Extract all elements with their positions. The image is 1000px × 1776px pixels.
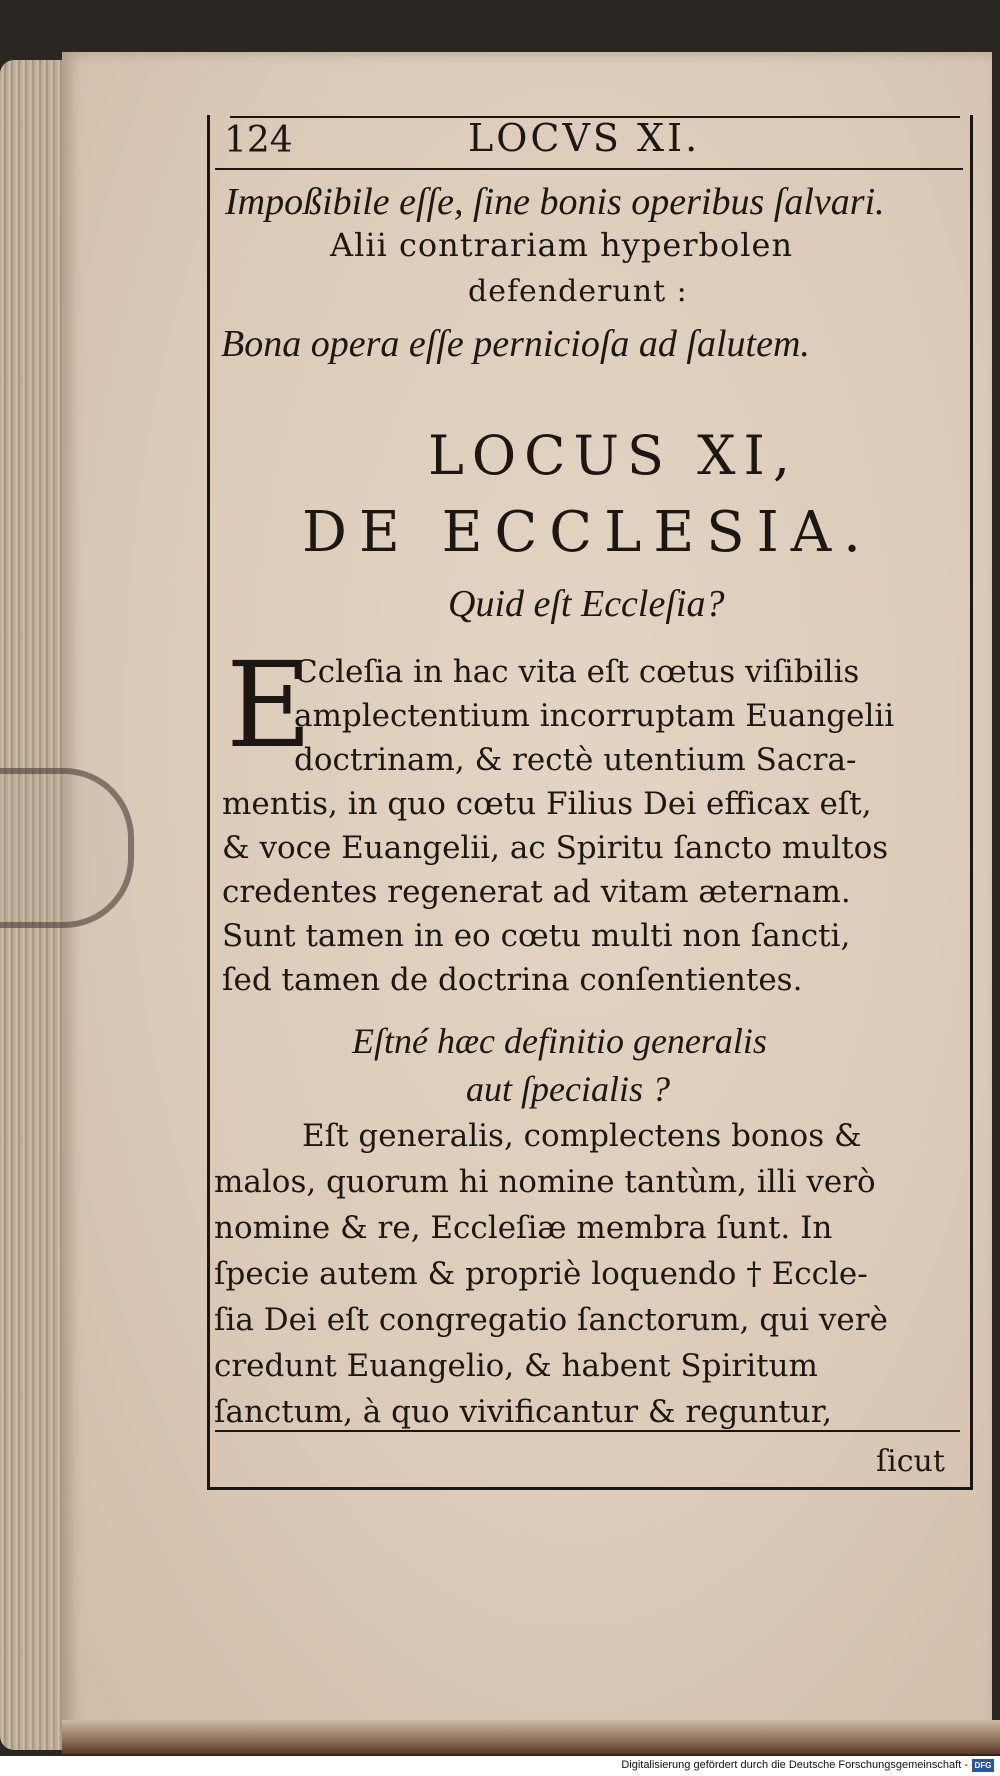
paragraph-line: ſpecie autem & propriè loquendo † Eccle- bbox=[214, 1256, 868, 1292]
paragraph-line: doctrinam, & rectè utentium Sacra- bbox=[294, 742, 857, 778]
paragraph-line: amplectentium incorruptam Euangelii bbox=[294, 698, 895, 734]
section-subtitle: DE ECCLESIA. bbox=[302, 500, 873, 565]
question-heading-line-2: aut ſpecialis ? bbox=[466, 1069, 670, 1109]
footer-credit: Digitalisierung gefördert durch die Deutsche Forschungsgemeinschaft - bbox=[621, 1759, 968, 1771]
paragraph-line: credunt Euangelio, & habent Spiritum bbox=[214, 1348, 818, 1384]
paragraph-line: mentis, in quo cœtu Filius Dei efficax eſt, bbox=[222, 786, 872, 822]
frame-bottom-rule bbox=[215, 1488, 967, 1490]
paragraph-line: & voce Euangelii, ac Spiritu ſancto multos bbox=[222, 830, 889, 866]
paragraph-line: credentes regenerat ad vitam æternam. bbox=[222, 874, 851, 910]
paragraph-line: ſanctum, à quo vivificantur & reguntur, bbox=[214, 1394, 832, 1430]
question-heading-line-1: Eſtné hæc definitio generalis bbox=[352, 1021, 767, 1061]
header-rule bbox=[215, 168, 963, 170]
page-number: 124 bbox=[224, 120, 293, 161]
intro-line-1: Impoßibile eſſe, ſine bonis operibus ſalvari. bbox=[225, 181, 885, 223]
book-bottom-edge bbox=[62, 1720, 1000, 1754]
drop-cap: E bbox=[226, 636, 313, 774]
intro-line-2: Alii contrariam hyperbolen bbox=[330, 226, 794, 264]
paragraph-line: malos, quorum hi nomine tantùm, illi verò bbox=[214, 1164, 876, 1200]
paragraph-line: Sunt tamen in eo cœtu multi non ſancti, bbox=[222, 918, 851, 954]
intro-line-3: defenderunt : bbox=[468, 274, 688, 309]
page-clip bbox=[0, 768, 134, 928]
paragraph-line: ſia Dei eſt congregatio ſanctorum, qui verè bbox=[214, 1302, 888, 1338]
paragraph-line: Eſt generalis, complectens bonos & bbox=[302, 1118, 862, 1154]
dfg-logo-icon: DFG bbox=[972, 1759, 994, 1772]
footer-rule bbox=[215, 1430, 960, 1432]
paragraph-line: ſed tamen de doctrina conſentientes. bbox=[222, 962, 803, 998]
paragraph-line: Ccleſia in hac vita eſt cœtus viſibilis bbox=[294, 654, 860, 690]
paragraph-line: nomine & re, Eccleſiæ membra ſunt. In bbox=[214, 1210, 833, 1246]
running-head: LOCVS XI. bbox=[468, 116, 701, 160]
intro-line-4: Bona opera eſſe pernicioſa ad ſalutem. bbox=[221, 323, 810, 365]
catchword: ſicut bbox=[876, 1444, 945, 1479]
section-title: LOCUS XI, bbox=[428, 424, 799, 487]
question-heading: Quid eſt Eccleſia? bbox=[448, 583, 725, 625]
